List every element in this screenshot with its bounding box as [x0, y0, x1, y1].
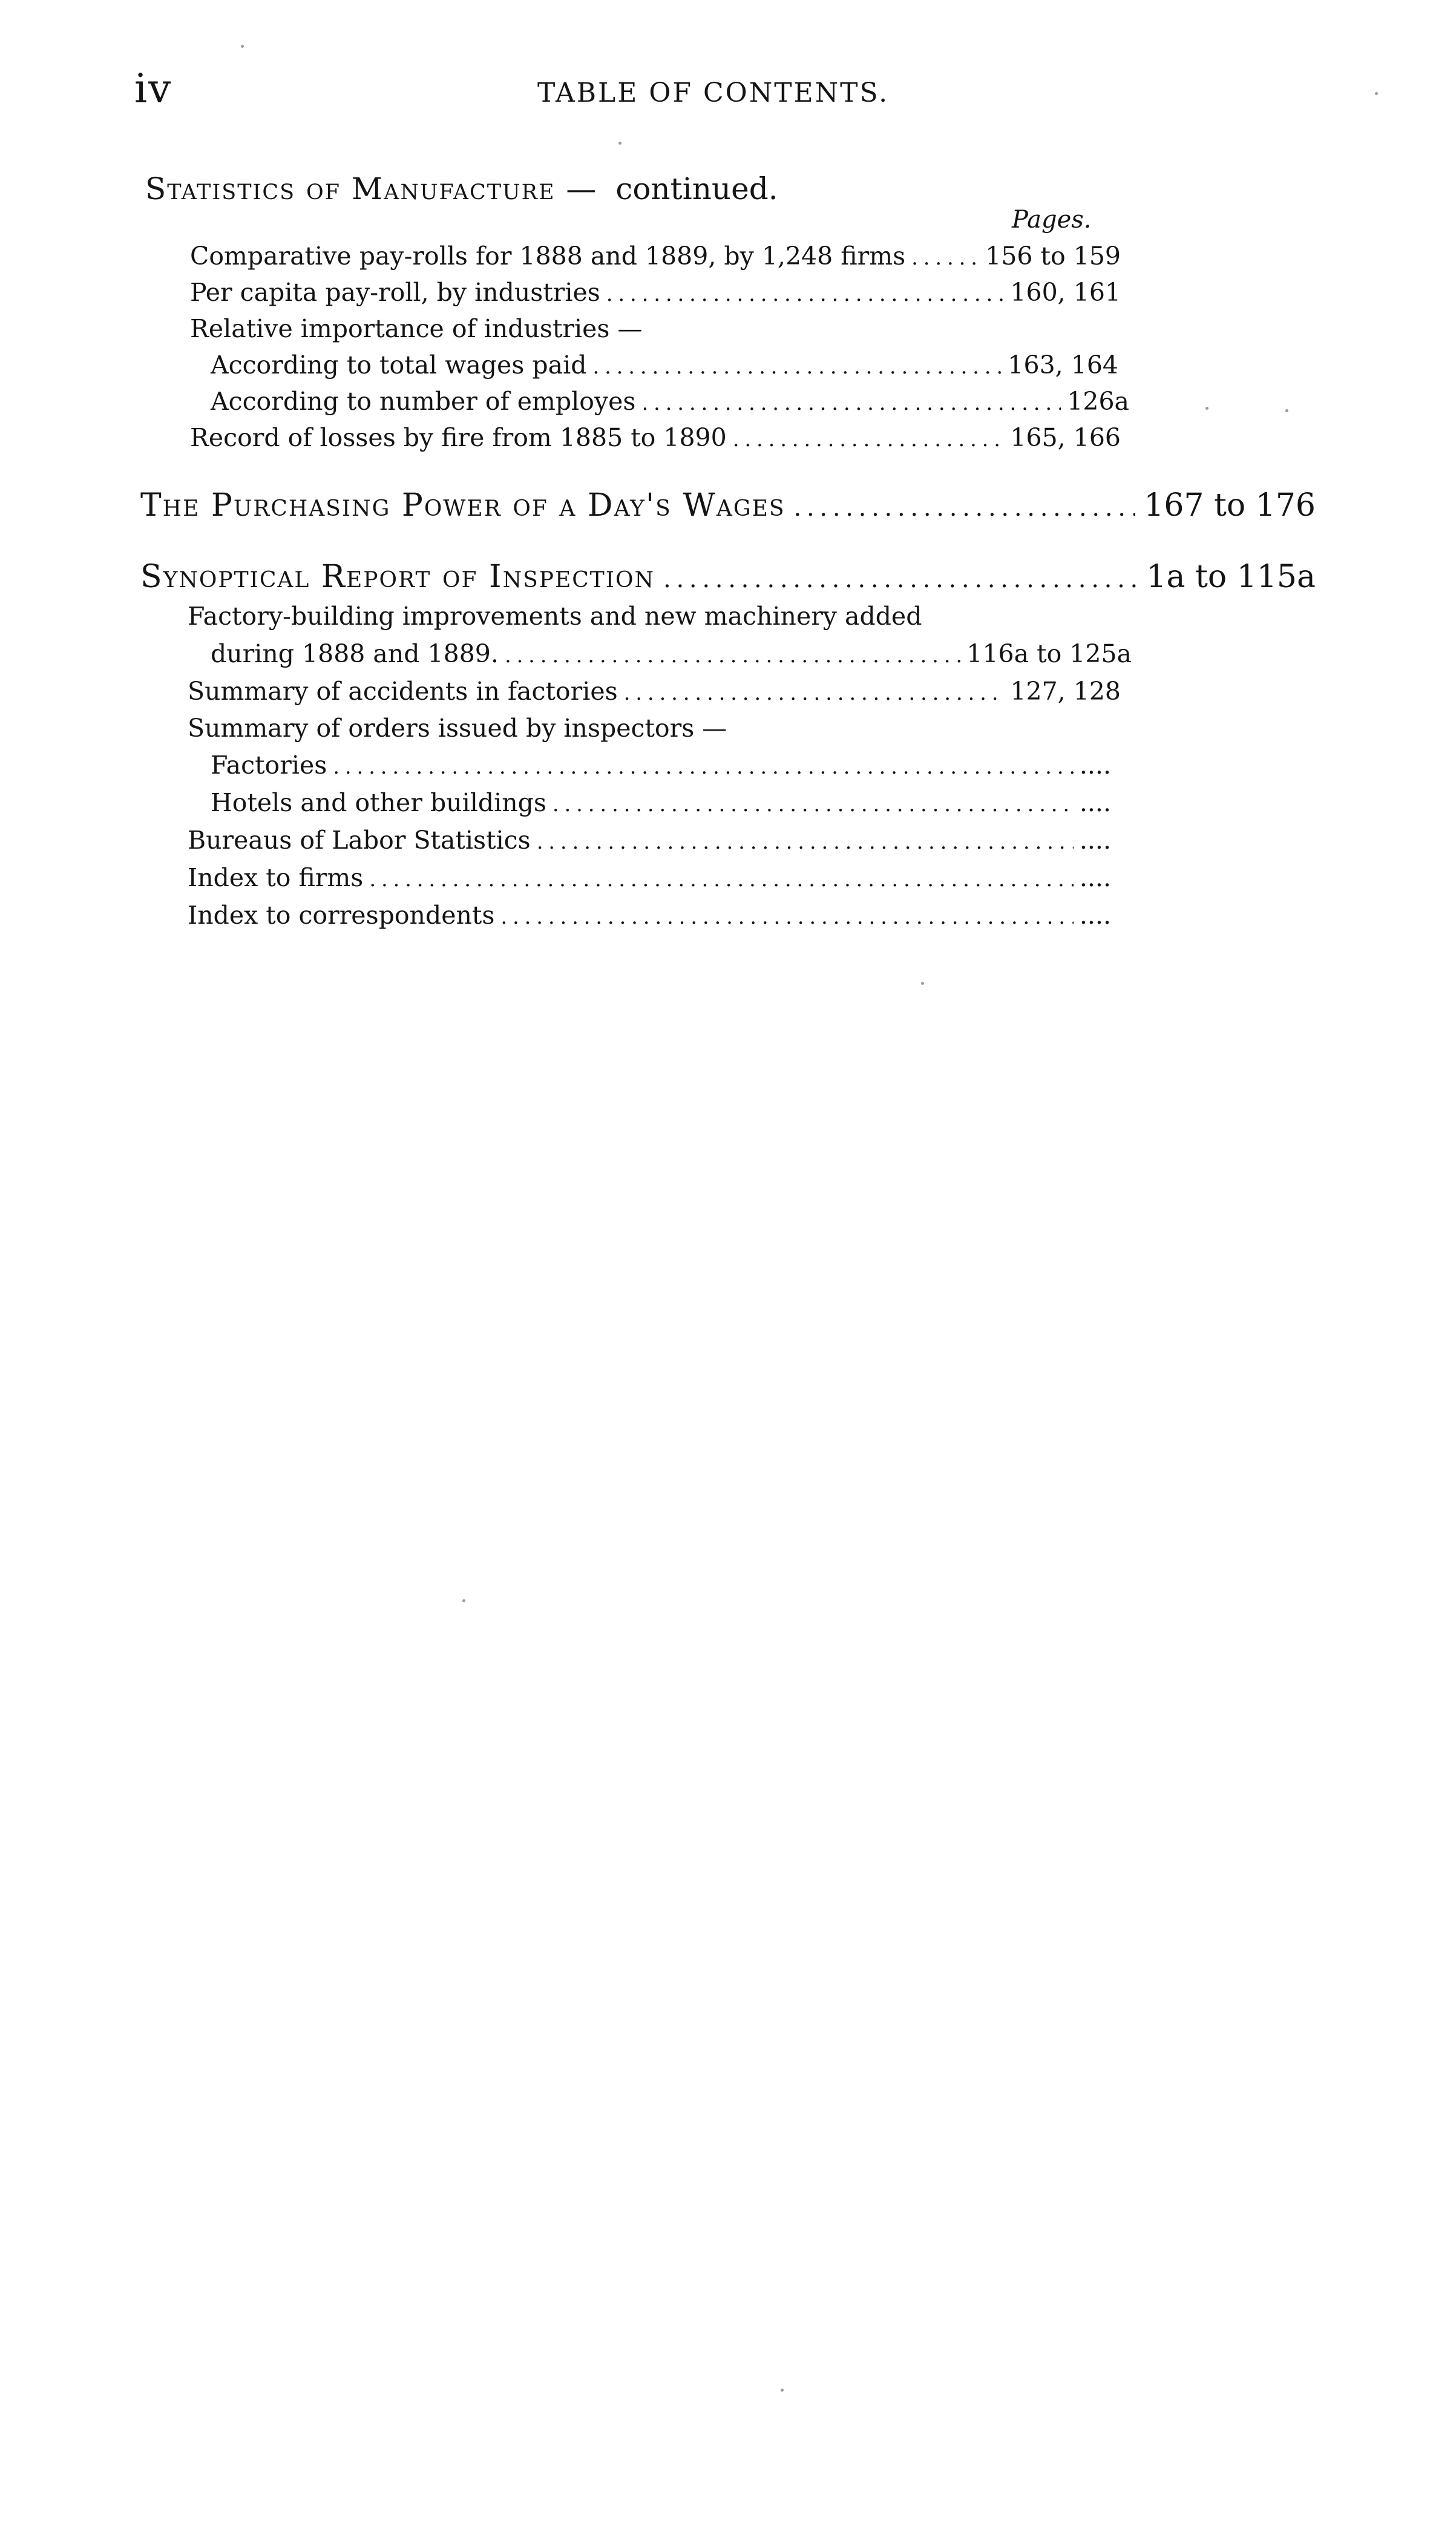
toc-entry[interactable]	[188, 861, 1111, 895]
toc-entry[interactable]	[190, 421, 1121, 455]
dot-leader	[333, 750, 1074, 784]
toc-entry-pages: 127, 128	[1010, 677, 1121, 706]
scan-speck	[462, 1599, 465, 1602]
toc-entry-label: Factory-building improvements and new machinery added	[188, 602, 922, 631]
dot-leader	[606, 277, 1005, 311]
dot-leader	[794, 487, 1136, 529]
toc-entry-label: Summary of accidents in factories	[188, 677, 618, 706]
toc-entry-pages: 165, 166	[1010, 423, 1121, 452]
toc-entry-pages: 126a	[1067, 387, 1129, 416]
dot-leader	[592, 350, 1002, 384]
toc-entry-label: Index to correspondents	[188, 901, 495, 930]
toc-section-purchasing-power[interactable]	[140, 484, 1316, 527]
toc-entry-pages: ....	[1079, 751, 1111, 780]
pages-column-label: Pages.	[1012, 206, 1092, 234]
dot-leader	[537, 825, 1074, 859]
scan-speck	[1285, 409, 1288, 412]
scan-speck	[921, 982, 924, 985]
scan-speck	[241, 45, 244, 48]
page-number: iv	[134, 65, 172, 112]
section-heading-text: Synoptical Report of Inspection	[140, 559, 655, 595]
toc-entry[interactable]	[211, 748, 1111, 782]
section-pages: 167 to 176	[1144, 487, 1316, 524]
dot-leader	[641, 386, 1061, 420]
toc-entry-pages: 160, 161	[1010, 278, 1121, 307]
section-heading-continued: continued.	[615, 171, 778, 206]
scan-speck	[618, 142, 621, 145]
toc-entry-pages: ....	[1079, 826, 1111, 855]
toc-entry[interactable]	[211, 384, 1129, 418]
toc-entry[interactable]	[211, 786, 1111, 820]
toc-subheading: Relative importance of industries —	[190, 314, 643, 343]
dot-leader	[500, 900, 1073, 934]
toc-entry-label: Comparative pay-rolls for 1888 and 1889, by 1,248 firms	[190, 242, 906, 271]
section-heading-text: The Purchasing Power of a Day's Wages	[140, 487, 785, 524]
running-title: TABLE OF CONTENTS.	[537, 77, 890, 108]
dot-leader	[663, 558, 1138, 600]
dot-leader	[733, 423, 1005, 456]
dot-leader	[369, 863, 1074, 896]
toc-entry-label: Bureaus of Labor Statistics	[188, 826, 531, 855]
toc-entry-label: Hotels and other buildings	[211, 788, 546, 817]
toc-entry-pages: ....	[1079, 788, 1111, 817]
toc-entry-label: during 1888 and 1889.	[211, 639, 499, 668]
dot-leader	[505, 639, 960, 673]
dot-leader	[624, 676, 1005, 710]
section-heading-text: Statistics of Manufacture —	[145, 171, 598, 206]
toc-entry-label: Record of losses by fire from 1885 to 1890	[190, 423, 727, 452]
section-heading-statistics	[145, 171, 778, 206]
toc-entry[interactable]	[190, 239, 1121, 273]
toc-entry-label: According to number of employes	[211, 387, 636, 416]
dot-leader	[911, 241, 979, 275]
toc-entry-pages: ....	[1079, 901, 1111, 930]
scan-speck	[1375, 92, 1378, 95]
toc-subheading: Summary of orders issued by inspectors —	[188, 714, 727, 743]
dot-leader	[553, 788, 1074, 821]
toc-entry-pages: 116a to 125a	[966, 639, 1132, 668]
toc-entry-label: Per capita pay-roll, by industries	[190, 278, 600, 307]
toc-entry-pages: 163, 164	[1008, 350, 1118, 380]
toc-entry[interactable]	[211, 637, 1132, 671]
toc-entry[interactable]	[188, 898, 1111, 932]
toc-entry[interactable]	[188, 674, 1121, 708]
scan-speck	[1205, 407, 1208, 410]
section-pages: 1a to 115a	[1146, 559, 1316, 595]
toc-entry[interactable]	[211, 348, 1118, 382]
toc-entry-pages: 156 to 159	[985, 242, 1121, 271]
toc-entry[interactable]	[188, 823, 1111, 857]
toc-entry[interactable]	[190, 275, 1121, 309]
toc-entry-label: Factories	[211, 751, 327, 780]
toc-section-synoptical-report[interactable]	[140, 556, 1316, 598]
toc-entry-pages: ....	[1079, 863, 1111, 892]
toc-entry-label: According to total wages paid	[211, 350, 587, 380]
scan-speck	[781, 2389, 784, 2392]
toc-entry-label: Index to firms	[188, 863, 364, 892]
